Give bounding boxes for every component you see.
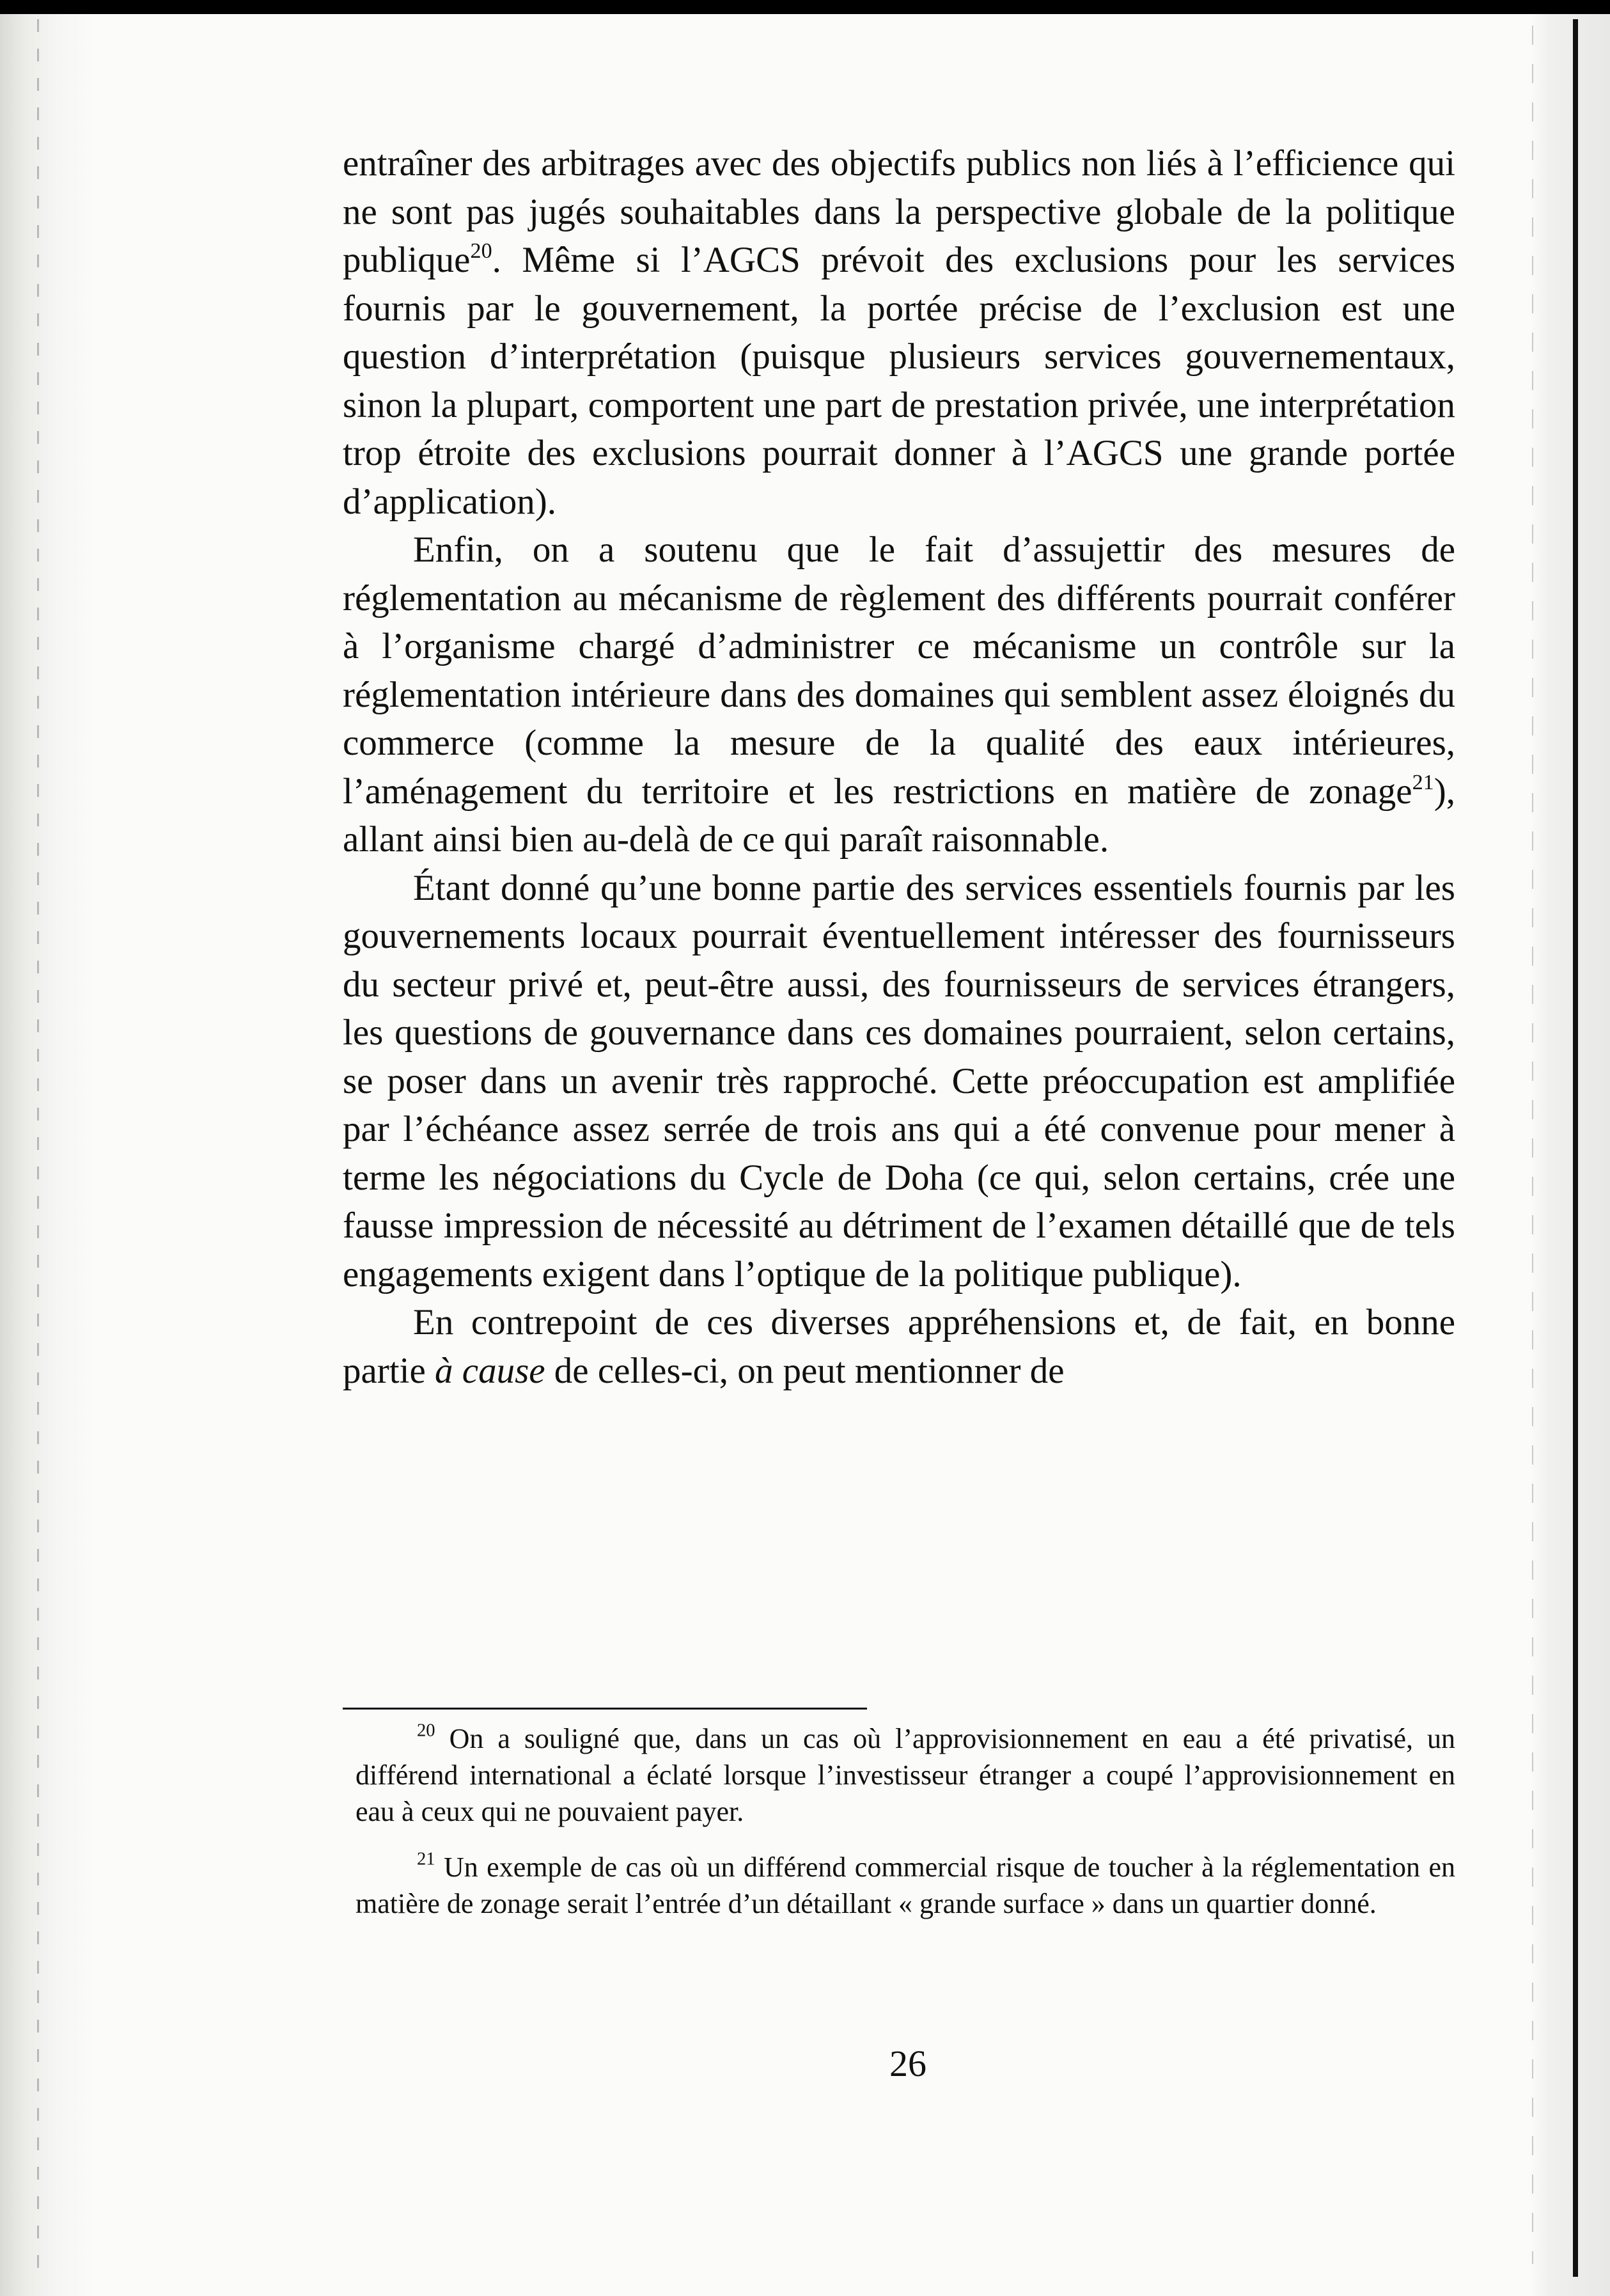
paragraph-4-text-b: de celles-ci, on peut mentionner de [545, 1350, 1065, 1391]
scan-right-thin-line [1532, 26, 1533, 2264]
footnote-21-text: Un exemple de cas où un différend commercial risque de toucher à la réglementation en matière de zonage serait l’entrée d’un détaillant « grande surface » dans un quartier donné. [356, 1852, 1455, 1919]
footnote-20-number: 20 [417, 1720, 435, 1741]
paragraph-2-text-a: Enfin, on a soutenu que le fait d’assujettir des mesures de réglementation au mécanisme de règlement des différents pourrait conférer à l’organisme chargé d’administrer ce mécanisme un contrôle sur la réglementation intérieure dans des domaines qui semblent assez éloignés du commerce (comme la mesure de la qualité des eaux intérieures, l’aménagement du territoire et les restrictions en matière de zonage [343, 530, 1455, 812]
scan-right-edge [1530, 14, 1610, 2296]
paragraph-1-text-b: . Même si l’AGCS prévoit des exclusions pour les services fournis par le gouvernement, la portée précise de l’exclusion est une question d’interprétation (puisque plusieurs services gouvernementaux, sinon la plupart, comportent une part de prestation privée, une interprétation trop étroite des exclusions pourrait donner à l’AGCS une grande portée d’application). [343, 240, 1455, 522]
paragraph-3-text: Étant donné qu’une bonne partie des services essentiels fournis par les gouvernements locaux pourrait éventuellement intéresser des fournisseurs du secteur privé et, peut-être aussi, des fournisseurs de services étrangers, les questions de gouvernance dans ces domaines pourraient, selon certains, se poser dans un avenir très rapproché. Cette préoccupation est amplifiée par l’échéance assez serrée de trois ans qui a été convenue pour mener à terme les négociations du Cycle de Doha (ce qui, selon certains, crée une fausse impression de nécessité au détriment de l’examen détaillé que de tels engagements exigent dans l’optique de la politique publique). [343, 867, 1455, 1294]
paragraph-3 [343, 864, 1455, 1299]
footnote-20-text: On a souligné que, dans un cas où l’approvisionnement en eau a été privatisé, un différend international a éclaté lorsque l’investisseur étranger a coupé l’approvisionnement en eau à ceux qui ne pouvaient payer. [356, 1723, 1455, 1827]
footnote-21 [356, 1849, 1455, 1922]
paragraph-4-emphasis: à cause [435, 1350, 545, 1391]
paragraph-4 [343, 1298, 1455, 1395]
scan-right-border-line [1573, 19, 1578, 2277]
paragraph-2 [343, 526, 1455, 864]
footnote-21-number: 21 [417, 1849, 435, 1869]
scan-left-edge [0, 14, 96, 2296]
footnote-ref-21: 21 [1412, 770, 1434, 794]
paragraph-4-text-a: En contrepoint de ces diverses appréhensions et, de fait, en bonne partie [343, 1302, 1455, 1391]
footnote-ref-20: 20 [470, 239, 492, 263]
page-number: 26 [889, 2043, 926, 2084]
scan-left-binding-line [37, 19, 39, 2283]
body-text [343, 139, 1455, 1395]
footnotes [356, 1720, 1455, 1922]
footnote-20 [356, 1720, 1455, 1830]
paragraph-1 [343, 139, 1455, 526]
paragraph-1-text-a: entraîner des arbitrages avec des objectifs publics non liés à l’efficience qui ne sont pas jugés souhaitables dans la perspective globale de la politique publique [343, 143, 1455, 280]
footnote-separator [343, 1708, 867, 1710]
scan-top-border [0, 0, 1610, 14]
paragraph-2-text-b: ), allant ainsi bien au-delà de ce qui paraît raisonnable. [343, 771, 1455, 860]
